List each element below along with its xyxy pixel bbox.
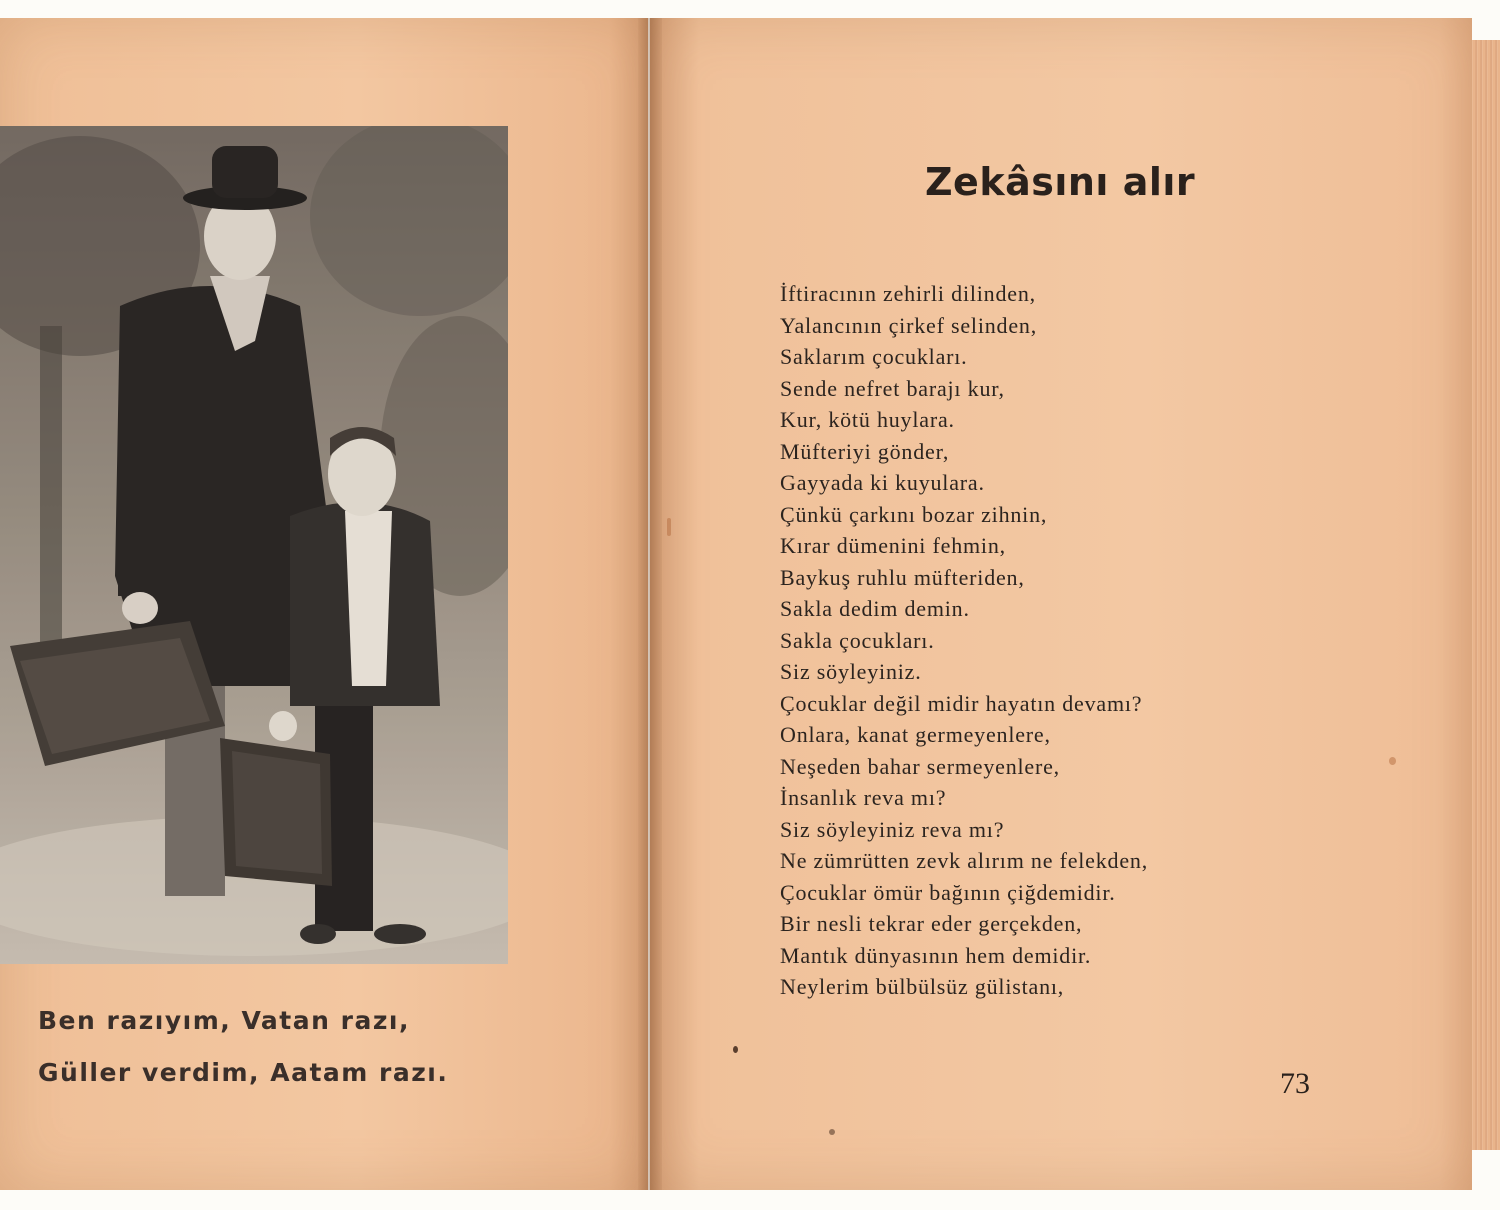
poem-line: İnsanlık reva mı? (780, 785, 947, 810)
poem-line: Sakla dedim demin. (780, 596, 970, 621)
photo-caption-line-1: Ben razıyım, Vatan razı, (38, 1006, 410, 1035)
poem-line: Saklarım çocukları. (780, 344, 968, 369)
poem-line: Siz söyleyiniz. (780, 659, 922, 684)
book-gutter (638, 18, 662, 1190)
page-edges (1468, 40, 1500, 1150)
poem-line: Yalancının çirkef selinden, (780, 312, 1038, 338)
poem-line: Sende nefret barajı kur, (780, 375, 1005, 401)
poem-line: Gayyada ki kuyulara. (780, 470, 985, 495)
poem-line: Onlara, kanat germeyenlere, (780, 722, 1051, 747)
poem-line: Çocuklar ömür bağının çiğdemidir. (780, 879, 1116, 905)
poem-line: Çünkü çarkını bozar zihnin, (780, 501, 1048, 527)
poem-body (780, 278, 1300, 1003)
poem-line: Çocuklar değil midir hayatın devamı? (780, 690, 1143, 716)
poem-line: Sakla çocukları. (780, 627, 935, 653)
paper-speck (1389, 757, 1396, 765)
poem-line: Siz söyleyiniz reva mı? (780, 816, 1005, 842)
poem-line: Ne zümrütten zevk alırım ne felekden, (780, 848, 1149, 873)
poem-line: Kur, kötü huylara. (780, 407, 955, 432)
photo-illustration (0, 126, 508, 964)
paper-speck (667, 518, 671, 536)
photo-caption-line-2: Güller verdim, Aatam razı. (38, 1058, 449, 1087)
poem-line: Kırar dümenini fehmin, (780, 533, 1006, 558)
poem-line: İftiracının zehirli dilinden, (780, 281, 1036, 306)
poem-line: Neşeden bahar sermeyenlere, (780, 753, 1060, 779)
paper-speck (733, 1046, 738, 1053)
paper-speck (829, 1129, 835, 1135)
poem-title: Zekâsını alır (925, 160, 1196, 204)
page-number: 73 (1280, 1067, 1310, 1100)
poem-line: Müfteriyi gönder, (780, 438, 950, 464)
poem-line: Baykuş ruhlu müfteriden, (780, 564, 1025, 590)
poem-line: Mantık dünyasının hem demidir. (780, 942, 1092, 968)
poem-line: Neylerim bülbülsüz gülistanı, (780, 974, 1065, 999)
photo-man-and-boy-with-suitcases (0, 126, 508, 964)
poem-line: Bir nesli tekrar eder gerçekden, (780, 911, 1083, 936)
